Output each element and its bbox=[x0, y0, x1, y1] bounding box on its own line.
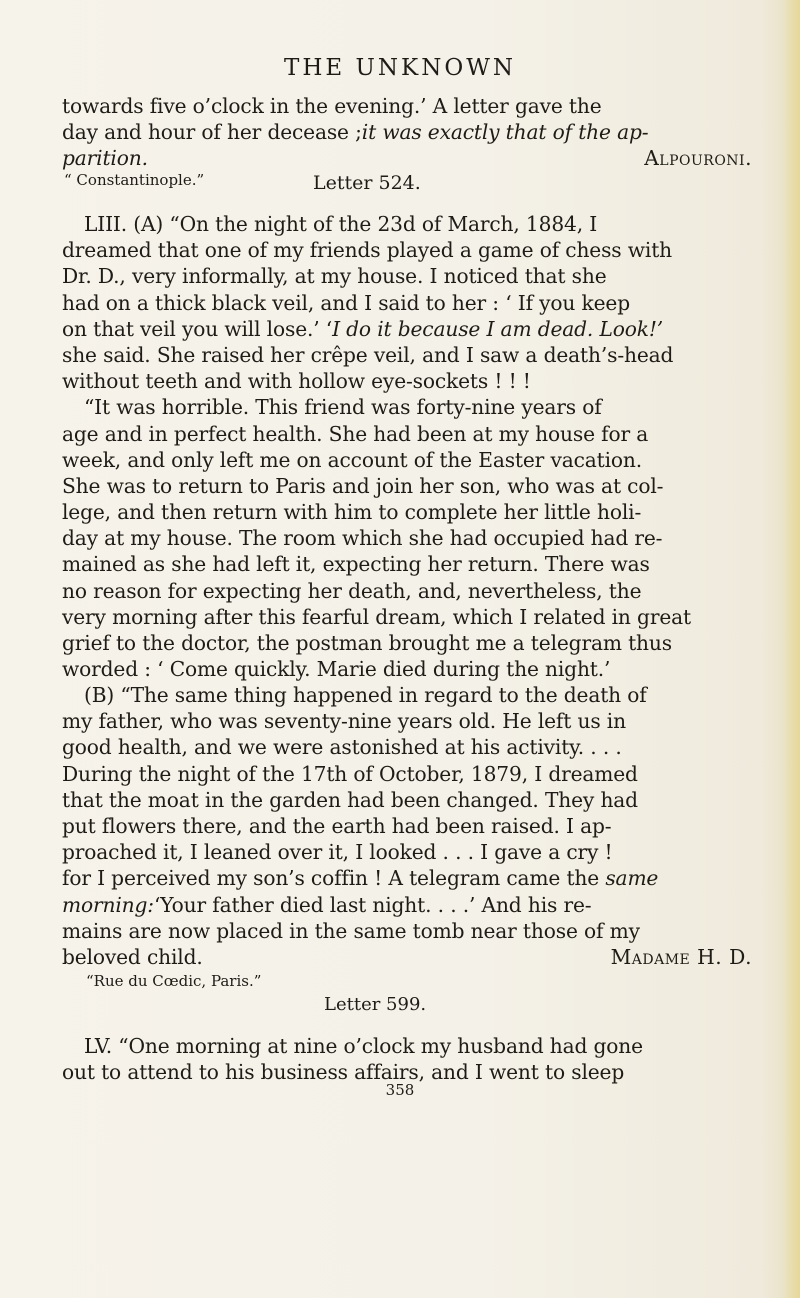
text-line: proached it, I leaned over it, I looked . . . I gave a cry ! bbox=[62, 840, 613, 865]
text-line: age and in perfect health. She had been at my house for a bbox=[62, 421, 649, 446]
text-line: no reason for expecting her death, and, nevertheless, the bbox=[62, 578, 642, 603]
signature: Madame H. D. bbox=[610, 944, 752, 969]
text-line: morning: ‘Your father died last night. . . .’ And his re- bbox=[62, 892, 592, 917]
text-line: beloved child. Madame H. D. bbox=[62, 944, 752, 969]
text-line: grief to the doctor, the postman brought me a telegram thus bbox=[62, 631, 672, 655]
entry-lv bbox=[62, 1033, 752, 1085]
text-line: parition. Alpouroni. bbox=[62, 146, 752, 171]
text-line: week, and only left me on account of the Easter vacation. bbox=[62, 447, 643, 472]
text-line: mains are now placed in the same tomb near those of my bbox=[62, 918, 640, 943]
text-line: put flowers there, and the earth had been raised. I ap- bbox=[62, 813, 612, 838]
letter-reference: Letter 599. bbox=[324, 994, 427, 1015]
text-line: During the night of the 17th of October, 1879, I dreamed bbox=[62, 761, 638, 786]
text-line: without teeth and with hollow eye-sockets ! ! ! bbox=[62, 369, 531, 394]
text-line: lege, and then return with him to complete her little holi- bbox=[62, 500, 642, 525]
text-line: she said. She raised her crêpe veil, and I saw a death’s-head bbox=[62, 342, 674, 367]
text-line: my father, who was seventy-nine years old. He left us in bbox=[62, 709, 626, 734]
paragraph-continuation bbox=[62, 93, 752, 172]
text-line: very morning after this fearful dream, which I related in great bbox=[62, 604, 691, 629]
signature: Alpouroni. bbox=[644, 146, 752, 171]
text-line: had on a thick black veil, and I said to her : ‘ If you keep bbox=[62, 290, 631, 315]
text-line: (B) “The same thing happened in regard to the death of bbox=[84, 683, 647, 707]
text-line: LV. “One morning at nine o’clock my husband had gone bbox=[84, 1034, 643, 1058]
entry-liv-b bbox=[62, 682, 752, 970]
text-line: day and hour of her decease ; it was exactly that of the ap- bbox=[62, 120, 649, 145]
text-line: out to attend to his business affairs, and I went to sleep bbox=[62, 1060, 625, 1085]
text-line: on that veil you will lose.’ ‘ I do it because I am dead. Look!’ bbox=[62, 316, 664, 341]
text-line: for I perceived my son’s coffin ! A telegram came the same bbox=[62, 866, 659, 891]
text-line: towards five o’clock in the evening.’ A letter gave the bbox=[62, 94, 602, 118]
page-edge-shading bbox=[782, 0, 800, 1298]
text-line: that the moat in the garden had been changed. They had bbox=[62, 787, 638, 812]
text-line: She was to return to Paris and join her son, who was at col- bbox=[62, 473, 664, 498]
entry-liii bbox=[62, 211, 752, 682]
text-line: Dr. D., very informally, at my house. I noticed that she bbox=[62, 264, 607, 289]
text-line: dreamed that one of my friends played a game of chess with bbox=[62, 238, 673, 263]
running-head: THE UNKNOWN bbox=[284, 55, 516, 81]
page-number: 358 bbox=[385, 1081, 415, 1099]
source-location: “ Constantinople.” bbox=[64, 171, 205, 189]
letter-reference: Letter 524. bbox=[313, 172, 421, 194]
text-line: day at my house. The room which she had occupied had re- bbox=[62, 526, 663, 551]
text-line: “It was horrible. This friend was forty-nine years of bbox=[84, 395, 602, 420]
text-line: worded : ‘ Come quickly. Marie died during the night.’ bbox=[62, 657, 611, 682]
text-line: mained as she had left it, expecting her return. There was bbox=[62, 552, 650, 577]
source-location: “Rue du Cœdic, Paris.” bbox=[86, 972, 262, 990]
text-line: good health, and we were astonished at his activity. . . . bbox=[62, 735, 622, 760]
text-line: LIII. (A) “On the night of the 23d of March, 1884, I bbox=[84, 212, 598, 236]
